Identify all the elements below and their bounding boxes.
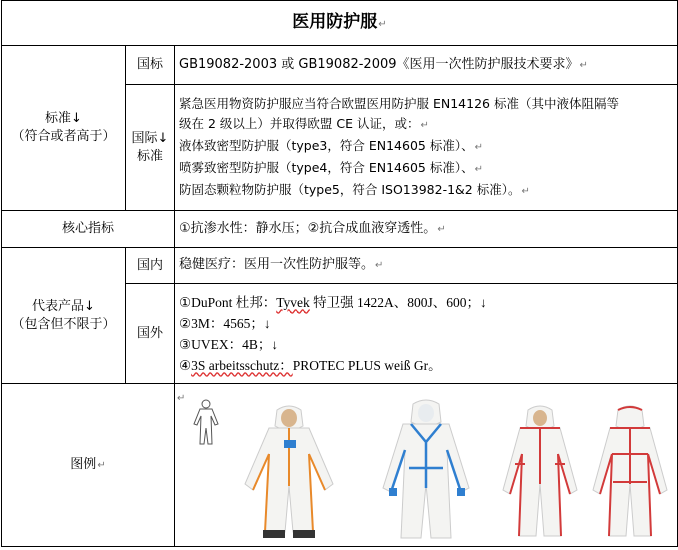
- uvex-suit-front-image: [495, 404, 585, 544]
- intl-line: 液体致密型防护服（type3，符合 EN14605 标准）、↵: [179, 137, 483, 153]
- legend-label: 图例↵: [2, 384, 175, 547]
- national-standard-sub-label: 国标: [126, 46, 175, 85]
- product-item: ③UVEX：4B；↓: [179, 336, 279, 352]
- foreign-sub-label: 国外: [126, 284, 175, 384]
- intl-line: 防固态颗粒物防护服（type5，符合 ISO13982-1&2 标准）。↵: [179, 181, 530, 197]
- paragraph-mark: ↵: [378, 18, 387, 30]
- products-label-note: （包含但不限于）: [11, 316, 116, 332]
- 3m-suit-image: [371, 398, 481, 543]
- international-standard-sub-label: 国际↓ 标准: [126, 85, 175, 211]
- table-title: [2, 1, 678, 46]
- paragraph-mark: ↵: [177, 393, 186, 404]
- protective-suit-table: [1, 0, 678, 547]
- legend-images-cell: [175, 384, 678, 547]
- products-label-cell: [2, 248, 126, 384]
- core-indicator-text: ①抗渗水性：静水压；②抗合成血液穿透性。↵: [175, 211, 678, 248]
- international-standard-text: [175, 85, 678, 211]
- national-standard-text: GB19082-2003 或 GB19082-2009《医用一次性防护服技术要求》↵: [175, 46, 678, 85]
- standard-label-cell: [2, 46, 126, 211]
- dupont-suit-image: [229, 404, 349, 544]
- standard-label: 标准↓: [45, 111, 82, 126]
- domestic-sub-label: 国内: [126, 248, 175, 284]
- product-item: ①DuPont 杜邦：Tyvek 特卫强 1422A、800J、600；↓: [179, 294, 487, 310]
- product-item: ②3M：4565；↓: [179, 315, 271, 331]
- domestic-products-text: 稳健医疗：医用一次性防护服等。↵: [175, 248, 678, 284]
- suit-line-drawing-icon: [189, 398, 223, 448]
- core-indicator-label: 核心指标: [2, 211, 175, 248]
- product-item: ④3S arbeitsschutz：PROTEC PLUS weiß Gr。: [179, 357, 442, 373]
- standard-label-note: （符合或者高于）: [11, 129, 116, 144]
- title-text: 医用防护服: [292, 11, 378, 32]
- uvex-suit-back-image: [585, 404, 675, 544]
- intl-line: 紧急医用物资防护服应当符合欧盟医用防护服 EN14126 标准（其中液体阻隔等: [179, 95, 619, 111]
- products-label: 代表产品↓: [32, 298, 95, 314]
- intl-line: 喷雾致密型防护服（type4，符合 EN14605 标准）、↵: [179, 159, 483, 175]
- intl-line: 级在 2 级以上）并取得欧盟 CE 认证，或：↵: [179, 115, 429, 131]
- foreign-products-list: [175, 284, 678, 384]
